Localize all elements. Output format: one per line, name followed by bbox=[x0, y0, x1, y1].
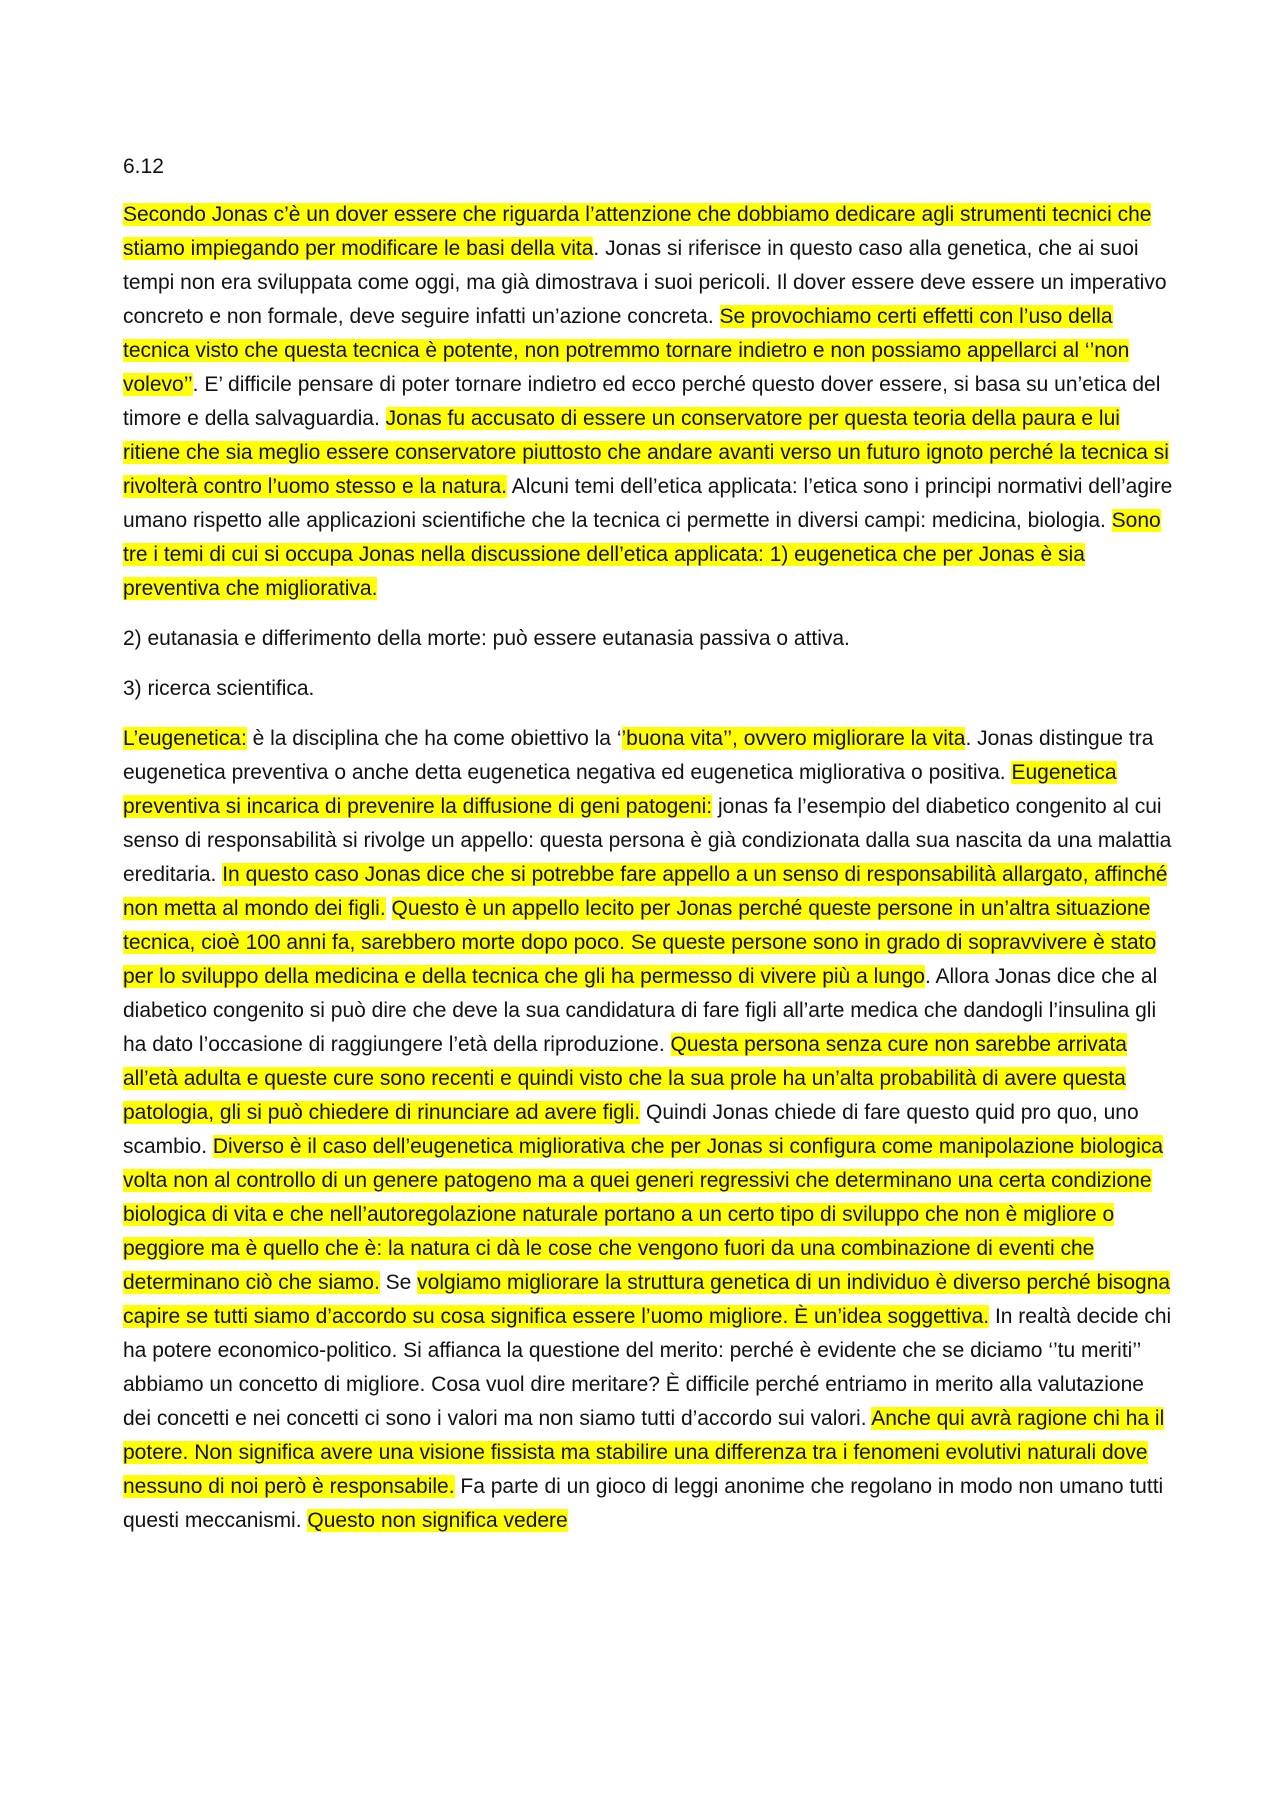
highlighted-text: Questa persona senza cure non sarebbe arrivata all’età adulta e queste cure sono recenti e quindi visto che la sua prole ha un’alta probabilità di avere questa patologia, gli si può chiedere di rinunciare ad avere figli. bbox=[123, 1033, 1127, 1124]
highlighted-text: Se provochiamo certi effetti con l’uso della tecnica visto che questa tecnica è potente, non potremmo tornare indietro e non possiamo appellarci al ‘’non volevo’’ bbox=[123, 305, 1130, 396]
highlighted-text: Jonas fu accusato di essere un conservatore per questa teoria della paura e lui ritiene che sia meglio essere conservatore piuttosto che andare avanti verso un futuro ignoto perché la tecnica si rivolterà contro l’uomo stesso e la natura. bbox=[123, 407, 1169, 498]
text-segment: è la disciplina che ha come obiettivo la ‘ bbox=[246, 727, 622, 750]
text-segment: . E’ difficile pensare di poter tornare indietro ed ecco perché questo dover essere, si basa su un’etica del timore e della salvaguardia. bbox=[123, 373, 1161, 430]
text-segment: 3) ricerca scientifica. bbox=[123, 677, 315, 700]
highlighted-text: Anche qui avrà ragione chi ha il potere. Non significa avere una visione fissista ma stabilire una differenza tra i fenomeni evolutivi naturali dove nessuno di noi però è responsabile. bbox=[123, 1407, 1165, 1498]
document-page bbox=[123, 150, 1173, 1554]
text-segment: Alcuni temi dell’etica applicata: l’etica sono i principi normativi dell’agire umano rispetto alle applicazioni scientifiche che la tecnica ci permette in diversi campi: medicina, biologia. bbox=[123, 475, 1173, 532]
text-segment: Se bbox=[379, 1271, 418, 1294]
highlighted-text: Eugenetica preventiva si incarica di prevenire la diffusione di geni patogeni: bbox=[123, 761, 1117, 818]
highlighted-text: Sono tre i temi di cui si occupa Jonas nella discussione dell’etica applicata: 1) eugenetica che per Jonas è sia preventiva che migliorativa. bbox=[123, 509, 1161, 600]
highlighted-text: Secondo Jonas c’è un dover essere che riguarda l’attenzione che dobbiamo dedicare agli strumenti tecnici che stiamo impiegando per modificare le basi della vita bbox=[123, 203, 1152, 260]
text-segment: Fa parte di un gioco di leggi anonime che regolano in modo non umano tutti questi meccanismi. bbox=[123, 1475, 1164, 1532]
text-segment: Quindi Jonas chiede di fare questo quid pro quo, uno scambio. bbox=[123, 1101, 1139, 1158]
paragraph bbox=[123, 622, 1173, 656]
highlighted-text: ’buona vita’’, ovvero migliorare la vita bbox=[621, 727, 966, 750]
paragraph bbox=[123, 722, 1173, 1538]
highlighted-text: Diverso è il caso dell’eugenetica migliorativa che per Jonas si configura come manipolazione biologica volta non al controllo di un genere patogeno ma a quei generi regressivi che determinano una certa condizione biologica di vita e che nell’autoregolazione naturale portano a un certo tipo di sviluppo che non è migliore o peggiore ma è quello che è: la natura ci dà le cose che vengono fuori da una combinazione di eventi che determinano ciò che siamo. bbox=[123, 1135, 1164, 1294]
highlighted-text: Questo non significa vedere bbox=[307, 1509, 568, 1532]
highlighted-text: L’eugenetica: bbox=[123, 727, 247, 750]
text-segment: 2) eutanasia e differimento della morte: può essere eutanasia passiva o attiva. bbox=[123, 627, 850, 650]
text-segment: . Jonas si riferisce in questo caso alla genetica, che ai suoi tempi non era sviluppata come oggi, ma già dimostrava i suoi pericoli. Il dover essere deve essere un imperativo concreto e non formale, deve seguire infatti un’azione concreta. bbox=[123, 237, 1167, 328]
highlighted-text: volgiamo migliorare la struttura genetica di un individuo è diverso perché bisogna capire se tutti siamo d’accordo su cosa significa essere l’uomo migliore. È un’idea soggettiva. bbox=[123, 1271, 1171, 1328]
text-segment bbox=[386, 897, 392, 920]
text-segment: In realtà decide chi ha potere economico-politico. Si affianca la questione del merito: perché è evidente che se diciamo ‘’tu meriti’’ abbiamo un concetto di migliore. Cosa vuol dire meritare? È difficile perché entriamo in merito alla valutazione dei concetti e nei concetti ci sono i valori ma non siamo tutti d’accordo sui valori. bbox=[123, 1305, 1172, 1430]
paragraph bbox=[123, 672, 1173, 706]
highlighted-text: In questo caso Jonas dice che si potrebbe fare appello a un senso di responsabilità allargato, affinché non metta al mondo dei figli. bbox=[123, 863, 1168, 920]
highlighted-text: Questo è un appello lecito per Jonas perché queste persone in un’altra situazione tecnica, cioè 100 anni fa, sarebbero morte dopo poco. Se queste persone sono in grado di sopravvivere è stato per lo sviluppo della medicina e della tecnica che gli ha permesso di vivere più a lungo bbox=[123, 897, 1157, 988]
text-segment: jonas fa l’esempio del diabetico congenito al cui senso di responsabilità si rivolge un appello: questa persona è già condizionata dalla sua nascita da una malattia ereditaria. bbox=[123, 795, 1172, 886]
text-segment: . Allora Jonas dice che al diabetico congenito si può dire che deve la sua candidatura di fare figli all’arte medica che dandogli l’insulina gli ha dato l’occasione di raggiungere l’età della riproduzione. bbox=[123, 965, 1158, 1056]
text-segment: . Jonas distingue tra eugenetica preventiva o anche detta eugenetica negativa ed eugenetica migliorativa o positiva. bbox=[123, 727, 1154, 784]
paragraph bbox=[123, 198, 1173, 606]
document-body bbox=[123, 198, 1173, 1538]
page-heading: 6.12 bbox=[123, 155, 164, 178]
